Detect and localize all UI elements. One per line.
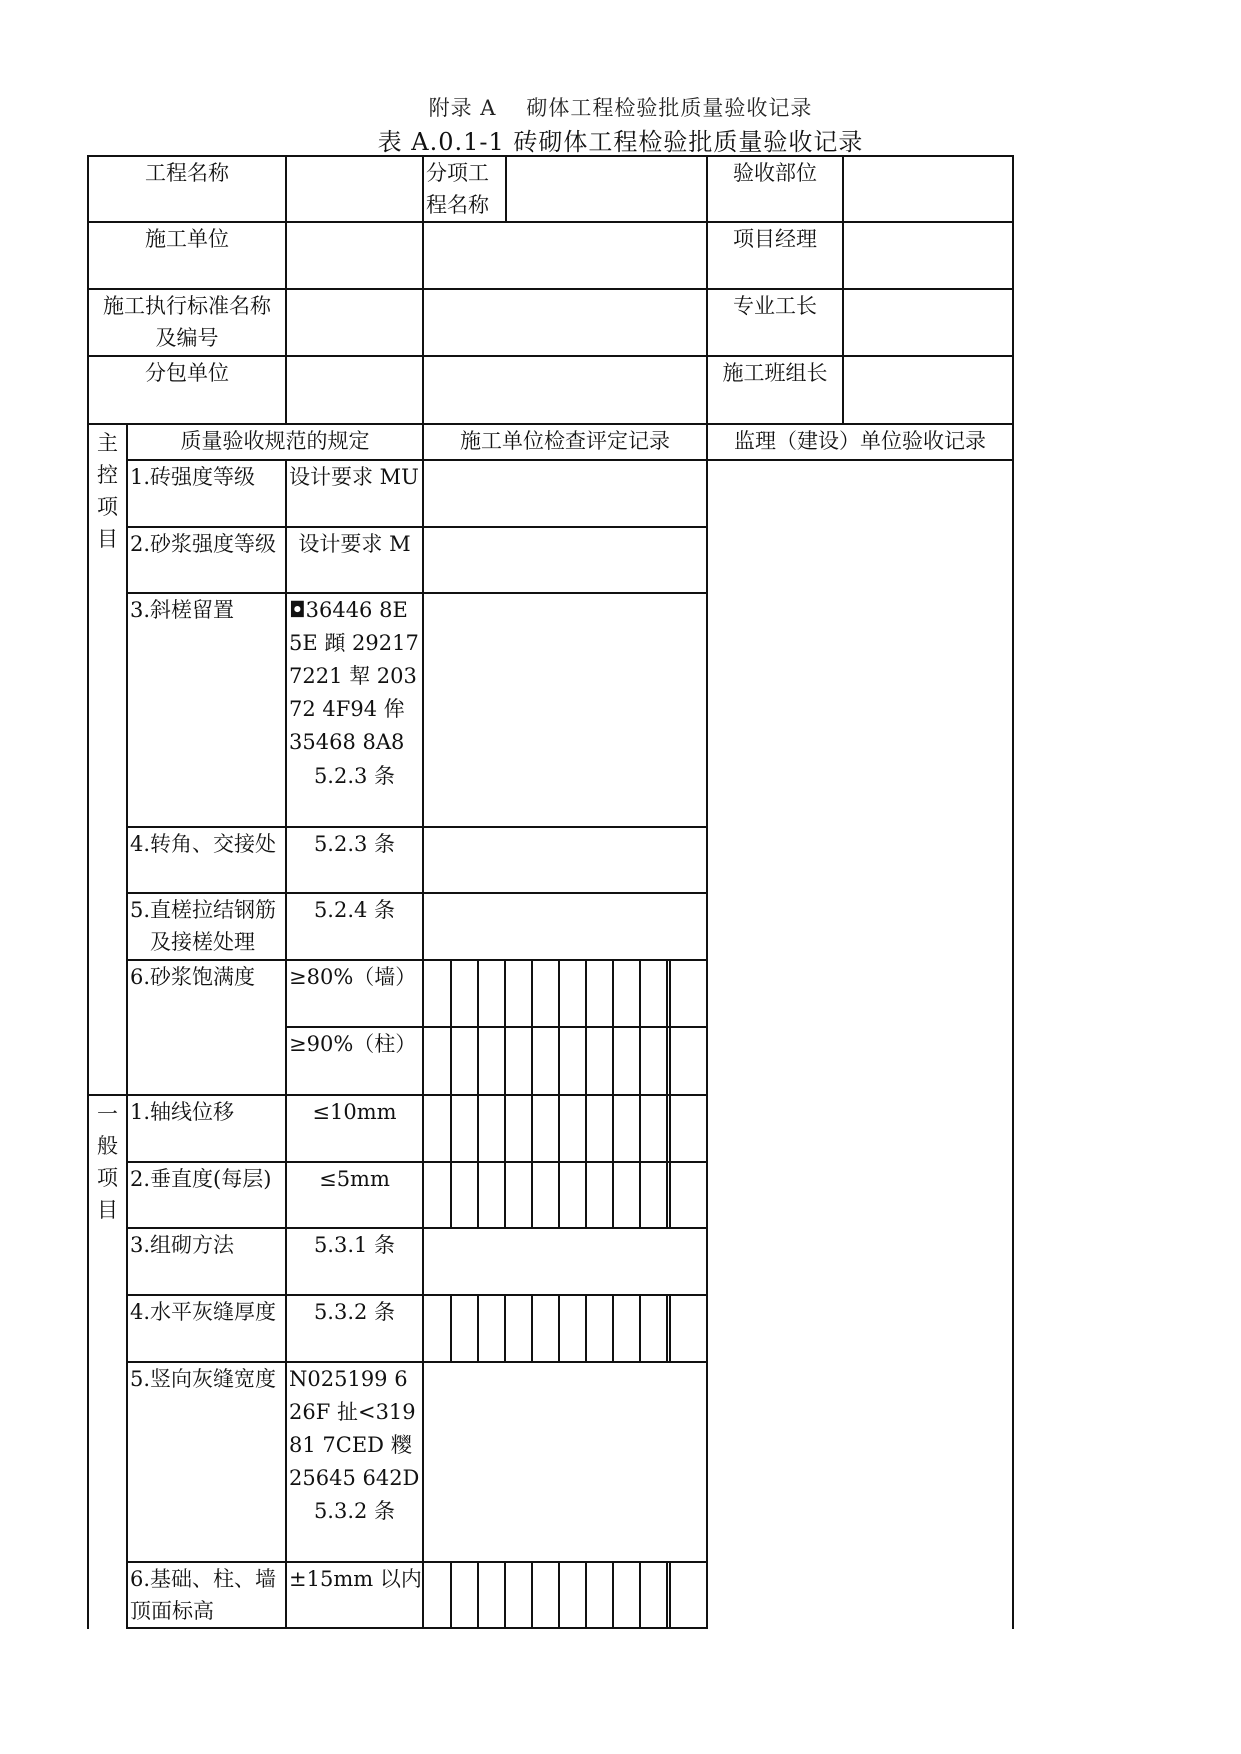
grid-line (669, 959, 671, 1096)
subcontractor-value[interactable] (285, 355, 424, 425)
item-brick-strength: 1.砖强度等级 (126, 459, 287, 528)
sub-project-value[interactable] (505, 155, 708, 223)
foreman-value[interactable] (842, 288, 1014, 357)
item-mortar-strength: 2.砂浆强度等级 (126, 526, 287, 594)
grid-line (612, 959, 614, 1096)
construction-unit-extra[interactable] (422, 221, 708, 290)
grid-line (477, 1561, 479, 1629)
grid-line (558, 1561, 560, 1629)
clause-ref: 5.3.2 条 (313, 1499, 396, 1523)
general-section-label: 一 般 项 目 (87, 1094, 128, 1629)
project-name-value[interactable] (285, 155, 424, 223)
item-axis-offset: 1.轴线位移 (126, 1094, 287, 1163)
record-straight-joint-rebar[interactable] (422, 892, 708, 961)
standard-extra[interactable] (422, 288, 708, 357)
grid-line (585, 1561, 587, 1629)
record-vertical-joint[interactable] (422, 1361, 708, 1563)
grid-line (504, 959, 506, 1096)
grid-line (558, 959, 560, 1096)
grid-line (450, 959, 452, 1096)
item-horizontal-joint: 4.水平灰缝厚度 (126, 1294, 287, 1363)
grid-line (612, 1094, 614, 1229)
garbled-text: ◘36446 8E5E 蹞 29217 7221 㸷 20372 4F94 侔 35468 8A8 (289, 598, 419, 754)
appendix-title: 砌体工程检验批质量验收记录 (526, 96, 813, 120)
project-manager-value[interactable] (842, 221, 1014, 290)
grid-line (612, 1294, 614, 1363)
grid-line (504, 1561, 506, 1629)
team-leader-value[interactable] (842, 355, 1014, 425)
project-manager-label: 项目经理 (706, 221, 844, 290)
grid-line (558, 1294, 560, 1363)
spec-horizontal-joint: 5.3.2 条 (285, 1294, 424, 1363)
grid-line (666, 1561, 668, 1629)
foreman-label: 专业工长 (706, 288, 844, 357)
grid-line (585, 1294, 587, 1363)
supervisor-record-header: 监理（建设）单位验收记录 (706, 423, 1014, 461)
garbled-text: N025199 626F 扯<31981 7CED 糭 25645 642D (289, 1367, 420, 1490)
project-name-label: 工程名称 (87, 155, 287, 223)
item-corner-junction: 4.转角、交接处 (126, 826, 287, 894)
spec-top-elevation: ±15mm 以内 (285, 1561, 424, 1629)
acceptance-part-value[interactable] (842, 155, 1014, 223)
subcontractor-extra[interactable] (422, 355, 708, 425)
appendix-label: 附录 A (428, 96, 497, 120)
grid-line (639, 959, 641, 1096)
grid-line (477, 1094, 479, 1229)
grid-line (477, 1294, 479, 1363)
grid-line (477, 959, 479, 1096)
contractor-record-header: 施工单位检查评定记录 (422, 423, 708, 461)
item-bond-method: 3.组砌方法 (126, 1227, 287, 1296)
grid-line (585, 959, 587, 1096)
subcontractor-label: 分包单位 (87, 355, 287, 425)
construction-unit-value[interactable] (285, 221, 424, 290)
grid-line (669, 1561, 671, 1629)
team-leader-label: 施工班组长 (706, 355, 844, 425)
spec-verticality: ≤5mm (285, 1161, 424, 1229)
item-mortar-fullness: 6.砂浆饱满度 (126, 959, 287, 1096)
record-bond-method[interactable] (422, 1227, 708, 1296)
spec-bond-method: 5.3.1 条 (285, 1227, 424, 1296)
item-vertical-joint: 5.竖向灰缝宽度 (126, 1361, 287, 1563)
appendix-heading (0, 92, 1241, 122)
spec-oblique-joint (285, 592, 424, 828)
grid-line (669, 1094, 671, 1229)
grid-line (666, 959, 668, 1096)
grid-line (531, 1294, 533, 1363)
spec-corner-junction: 5.2.3 条 (285, 826, 424, 894)
grid-line (531, 1561, 533, 1629)
spec-column-header: 质量验收规范的规定 (126, 423, 424, 461)
grid-line (639, 1094, 641, 1229)
spec-axis-offset: ≤10mm (285, 1094, 424, 1163)
grid-line (612, 1561, 614, 1629)
item-oblique-joint: 3.斜槎留置 (126, 592, 287, 828)
grid-line (531, 959, 533, 1096)
record-brick-strength[interactable] (422, 459, 708, 528)
acceptance-part-label: 验收部位 (706, 155, 844, 223)
spec-mortar-strength: 设计要求 M (285, 526, 424, 594)
record-oblique-joint[interactable] (422, 592, 708, 828)
item-top-elevation: 6.基础、柱、墙 顶面标高 (126, 1561, 287, 1629)
grid-line (666, 1294, 668, 1363)
sub-project-label: 分项工 程名称 (422, 155, 507, 223)
spec-brick-strength: 设计要求 MU (285, 459, 424, 528)
grid-line (450, 1094, 452, 1229)
grid-line (639, 1561, 641, 1629)
standard-label: 施工执行标准名称 及编号 (87, 288, 287, 357)
grid-line (558, 1094, 560, 1229)
spec-mortar-fullness-wall: ≥80%（墙） (285, 959, 424, 1028)
item-straight-joint-rebar: 5.直槎拉结钢筋 及接槎处理 (126, 892, 287, 961)
spec-vertical-joint (285, 1361, 424, 1563)
grid-line (669, 1294, 671, 1363)
grid-line (504, 1294, 506, 1363)
grid-line (504, 1094, 506, 1229)
grid-line (531, 1094, 533, 1229)
table-title: 表 A.0.1-1 砖砌体工程检验批质量验收记录 (377, 128, 864, 156)
grid-line (585, 1094, 587, 1229)
grid-line (450, 1294, 452, 1363)
record-mortar-strength[interactable] (422, 526, 708, 594)
record-corner-junction[interactable] (422, 826, 708, 894)
main-control-section-label: 主 控 项 目 (87, 423, 128, 1096)
clause-ref: 5.2.3 条 (313, 764, 396, 788)
spec-mortar-fullness-column: ≥90%（柱） (285, 1026, 424, 1096)
standard-value[interactable] (285, 288, 424, 357)
grid-line (666, 1094, 668, 1229)
grid-line (450, 1561, 452, 1629)
grid-line (639, 1294, 641, 1363)
supervisor-record-value[interactable] (706, 459, 1014, 1629)
construction-unit-label: 施工单位 (87, 221, 287, 290)
item-verticality: 2.垂直度(每层) (126, 1161, 287, 1229)
spec-straight-joint-rebar: 5.2.4 条 (285, 892, 424, 961)
